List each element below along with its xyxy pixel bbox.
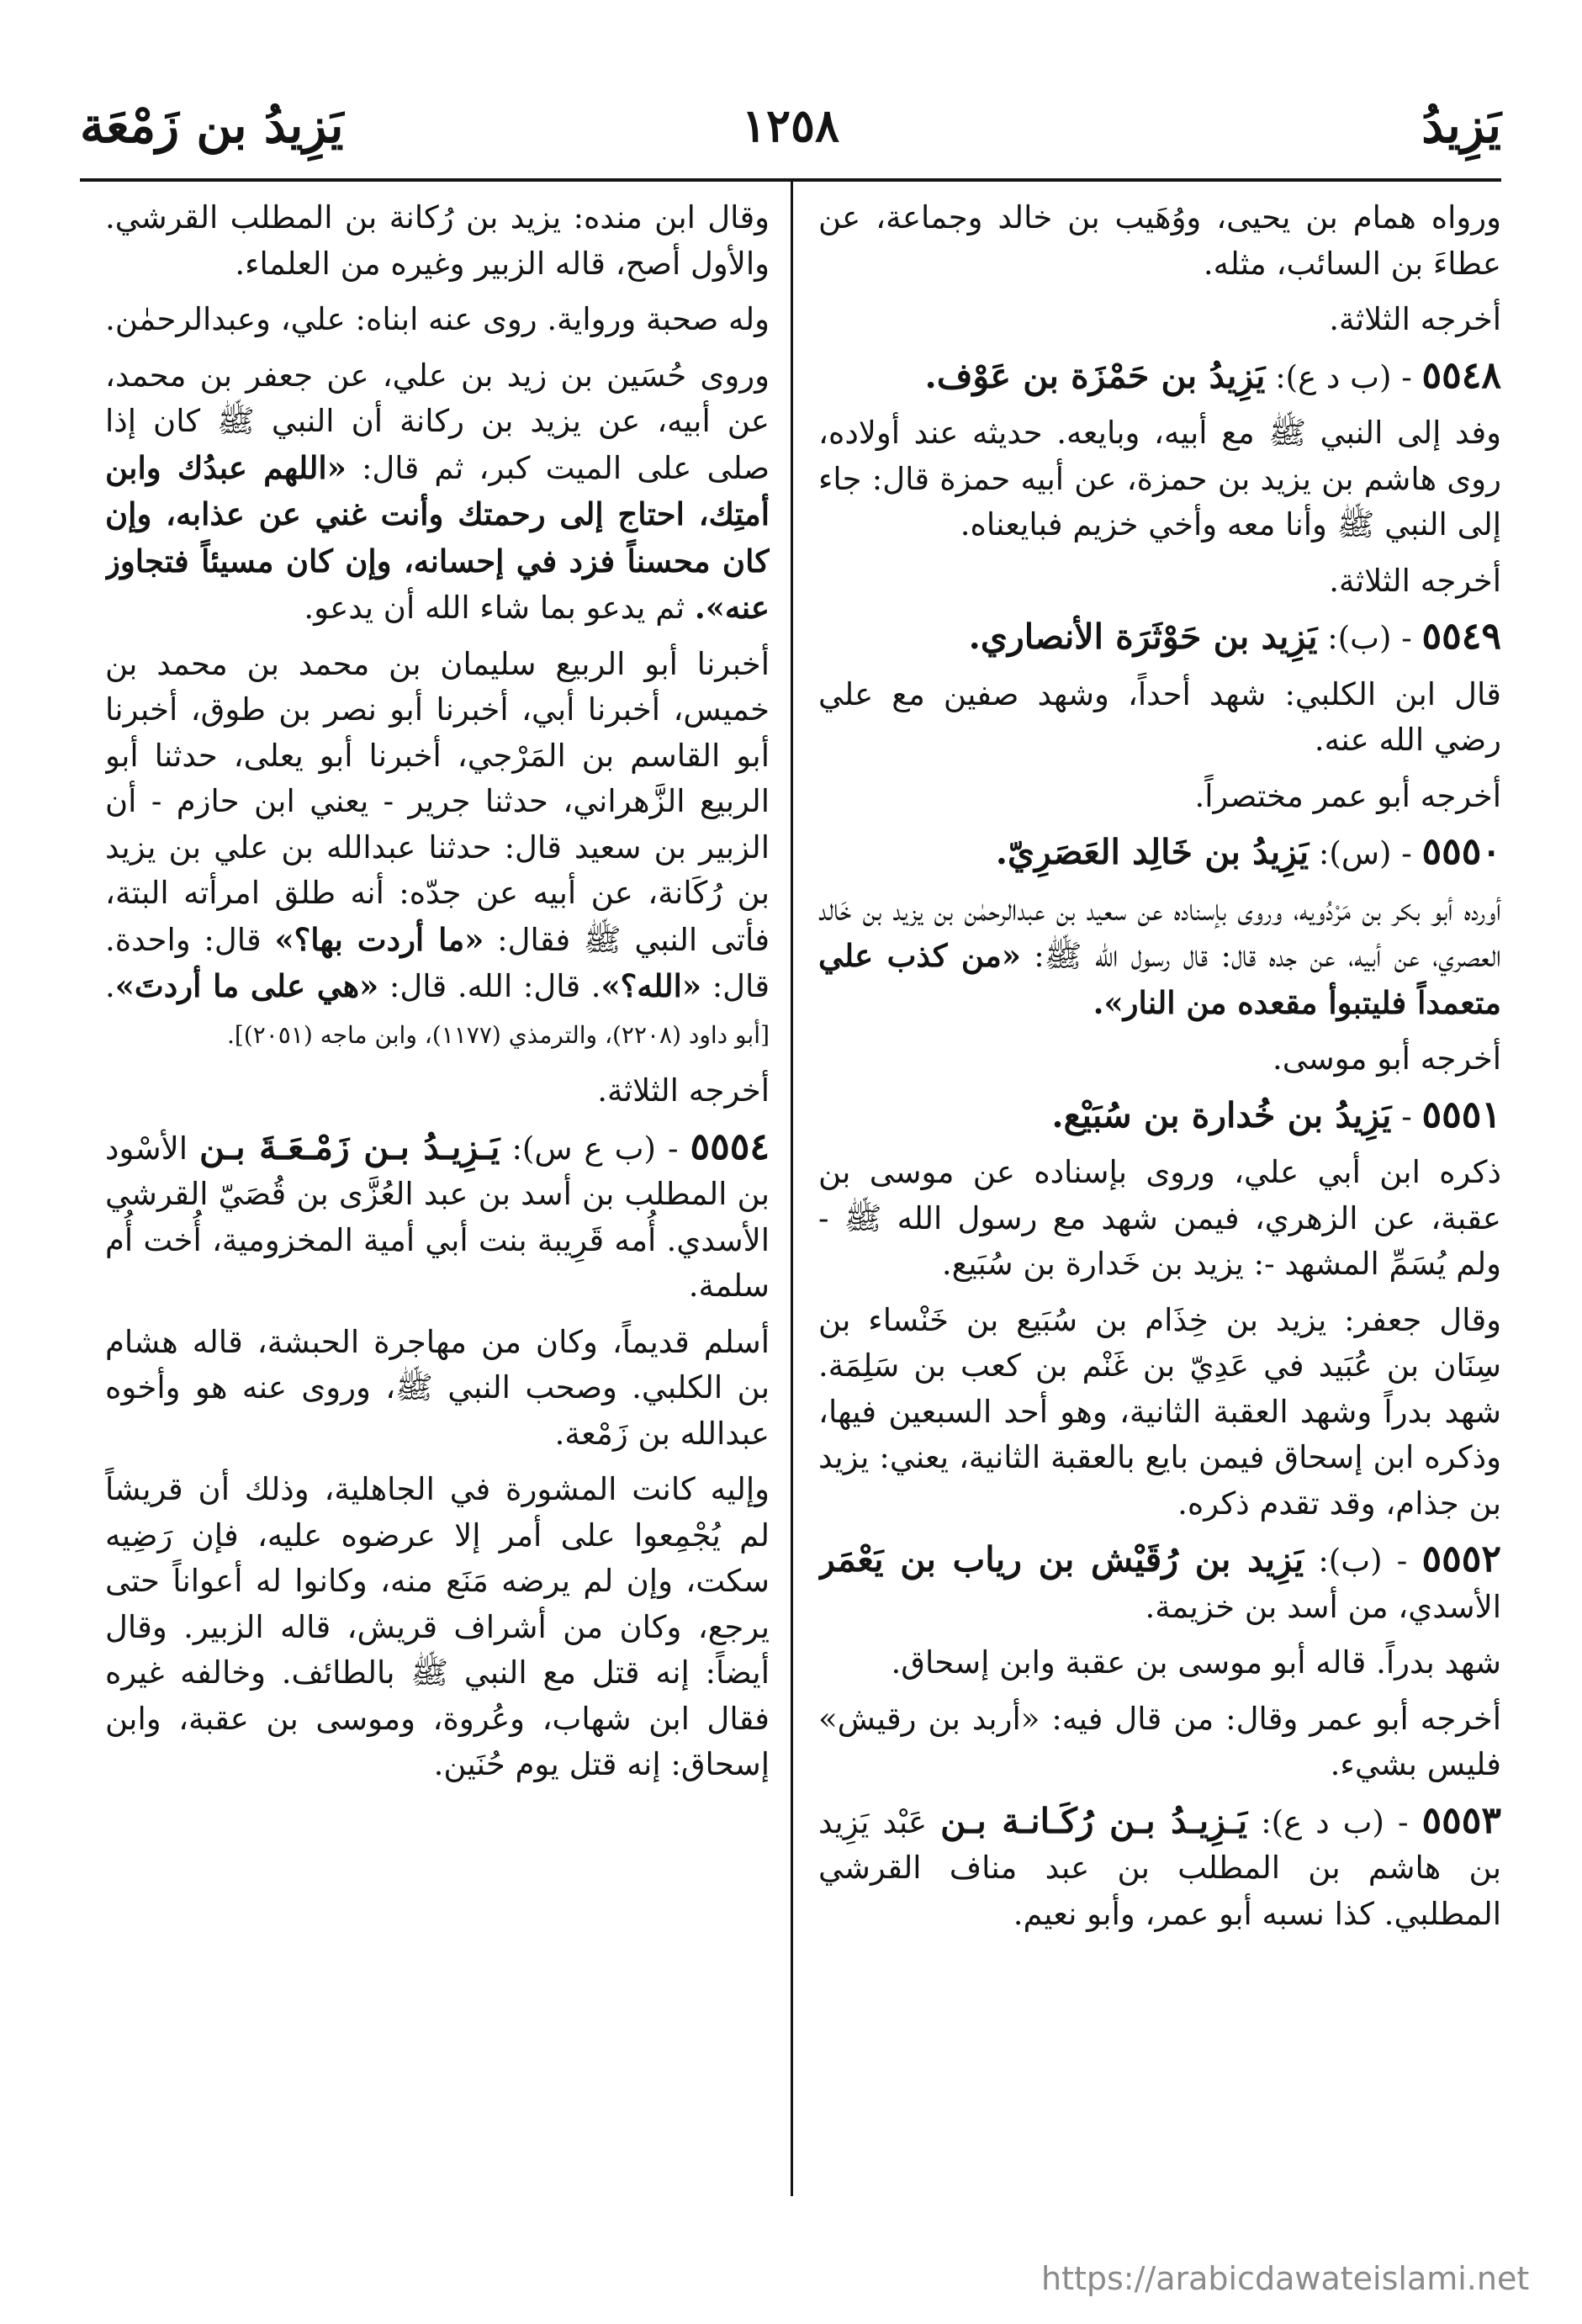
entry-lineage: الأسْود بن المطلب بن أسد بن عبد العُزَّى بن قُصَيّ القرشي الأسدي. أُمه قَرِيبة بنت أبي أمية المخزومية، أُخت أُم سلمة. — [105, 1130, 770, 1304]
entry-number: ٥٥٥١ — [1421, 1093, 1501, 1136]
entry-heading: ٥٥٤٩ - (ب): يَزِيد بن حَوْثَرَة الأنصاري. — [968, 615, 1501, 658]
hadith-quote: «الله؟» — [601, 967, 702, 1004]
watermark: https://arabicdawateislami.net — [1041, 2260, 1530, 2297]
paragraph — [818, 774, 1501, 820]
paragraph-text: أخرجه الثلاثة. — [1329, 301, 1501, 337]
paragraph — [818, 195, 1501, 287]
running-title-left: يَزِيدُ بن زَمْعَة — [80, 97, 344, 154]
paragraph-text: وقال جعفر: يزيد بن خِذَام بن سُبَيع بن خَنْساء بن سِنَان بن عُبَيد في عَدِيّ بن غَنْم بن كعب بن سَلِمَة. شهد بدراً وشهد العقبة الثانية، وهو أحد السبعين فيها، وذكره ابن إسحاق فيمن بايع بالعقبة الثانية، يعني: يزيد بن جذام، وقد تقدم ذكره. — [818, 1301, 1501, 1522]
paragraph — [105, 1467, 770, 1788]
paragraph-text: أخرجه أبو موسى. — [1272, 1040, 1501, 1077]
paragraph — [105, 297, 770, 343]
entry-heading: ٥٥٥٢ - (ب): يَزِيد بن رُقَيْش بن رياب بن يَعْمَر الأسدي، من أسد بن خزيمة. — [818, 1538, 1501, 1625]
paragraph — [818, 297, 1501, 343]
paragraph-text: ثم يدعو بما شاء الله أن يدعو. — [304, 590, 695, 626]
entry-number: ٥٥٥٤ — [690, 1125, 770, 1168]
entry-lineage: الأسدي، من أسد بن خزيمة. — [1145, 1588, 1501, 1625]
paragraph — [818, 887, 1501, 1027]
paragraph-text: وقال ابن منده: يزيد بن رُكانة بن المطلب القرشي. والأول أصح، قاله الزبير وغيره من العلماء. — [105, 199, 770, 282]
paragraph-text: أخرجه الثلاثة. — [1329, 562, 1501, 599]
paragraph — [818, 1697, 1501, 1788]
paragraph-text: . — [105, 968, 115, 1004]
paragraph — [105, 1320, 770, 1458]
entry-name: يَـزِيـدُ بـن زَمْـعَـةَ بـن — [199, 1126, 500, 1167]
paragraph-text: قال ابن الكلبي: شهد أحداً، وشهد صفين مع علي رضي الله عنه. — [818, 675, 1501, 758]
paragraph — [818, 410, 1501, 548]
paragraph — [818, 1150, 1501, 1288]
page-number: ١٢٥٨ — [741, 98, 840, 152]
entry-heading: ٥٥٥١ - يَزِيدُ بن خُدارة بن سُبَيْع. — [1051, 1093, 1501, 1136]
paragraph-text: أورده أبو بكر بن مَرْدُويه، وروى بإسناده عن سعيد بن عبدالرحمٰن بن يزيد بن خَالد العصري، عن أبيه، عن جده قال: قال رسول الله ﷺ: — [818, 891, 1501, 974]
entry-number: ٥٥٤٩ — [1421, 615, 1501, 658]
entry-name: يَـزِيـدُ بـن رُكَـانـة بـن — [940, 1800, 1248, 1841]
entry-source-code: (س): — [1318, 835, 1392, 871]
paragraph-text: أسلم قديماً، وكان من مهاجرة الحبشة، قاله هشام بن الكلبي. وصحب النبي ﷺ، وروى عنه هو وأخوه عبدالله بن زَمْعة. — [105, 1323, 770, 1452]
entry-lineage: عَبْد يَزِيد بن هاشم بن المطلب بن عبد مناف القرشي المطلبي. كذا نسبه أبو عمر، وأبو نعيم. — [818, 1803, 1501, 1932]
paragraph-text: وإليه كانت المشورة في الجاهلية، وذلك أن قريشاً لم يُجْمِعوا على أمر إلا عرضوه عليه، فإن رَضِيه سكت، وإن لم يرضه مَنَع منه، وكانوا له أعواناً حتى يرجع، وكان من أشراف قريش، قاله الزبير. وقال أيضاً: إنه قتل مع النبي ﷺ بالطائف. وخالفه غيره فقال ابن شهاب، وعُروة، وموسى بن عقبة، وابن إسحاق: إنه قتل يوم حُنَين. — [105, 1471, 770, 1782]
paragraph — [105, 1068, 770, 1114]
paragraph-text: أخرجه الثلاثة. — [597, 1072, 770, 1109]
entry-name: يَزِيدُ بن خُدارة بن سُبَيْع. — [1051, 1094, 1392, 1136]
paragraph-text: وروى حُسَين بن زيد بن علي، عن جعفر بن محمد، عن أبيه، عن يزيد بن ركانة أن النبي ﷺ كان إذا صلى على الميت كبر، ثم قال: — [105, 357, 770, 486]
entry-number: ٥٥٥٠ — [1421, 830, 1501, 873]
right-column — [818, 195, 1501, 2197]
citation: [أبو داود (٢٢٠٨)، والترمذي (١١٧٧)، وابن ماجه (٢٠٥١)]. — [226, 1020, 770, 1049]
hadith-quote: «من كذب علي متعمداً فليتبوأ مقعده من النار». — [818, 937, 1501, 1021]
entry-source-code: (ب د ع): — [1275, 358, 1392, 395]
paragraph-text: . قال: الله. قال: — [378, 968, 601, 1004]
paragraph-text: وفد إلى النبي ﷺ مع أبيه، وبايعه. حديثه عند أولاده، روى هاشم بن يزيد بن حمزة، عن أبيه حمزة قال: جاء إلى النبي ﷺ وأنا معه وأخي خزيم فبايعناه. — [818, 415, 1501, 543]
paragraph-text: ورواه همام بن يحيى، ووُهَيب بن خالد وجماعة، عن عطاءَ بن السائب، مثله. — [818, 199, 1501, 282]
left-column — [105, 195, 770, 2197]
entry-name: يَزِيد بن حَوْثَرَة الأنصاري. — [968, 617, 1318, 657]
entry-heading: ٥٥٥٤ - (ب ع س): يَـزِيـدُ بـن زَمْـعَـةَ بـن الأسْود بن المطلب بن أسد بن عبد العُزَّى بن قُصَيّ القرشي الأسدي. أُمه قَرِيبة بنت أبي أمية المخزومية، أُخت أُم سلمة. — [105, 1125, 770, 1304]
entry-number: ٥٥٥٢ — [1421, 1538, 1501, 1580]
entry-heading: ٥٥٥٠ - (س): يَزِيدُ بن خَالِد العَصَرِيّ. — [995, 830, 1501, 873]
entry-source-code: (ب): — [1318, 1543, 1383, 1579]
paragraph — [818, 559, 1501, 605]
paragraph-text: أخبرنا أبو الربيع سليمان بن محمد بن محمد بن خميس، أخبرنا أبي، أخبرنا أبو نصر بن طوق، أخبرنا أبو القاسم بن المَرْجي، أخبرنا أبو يعلى، حدثنا أبو الربيع الزَّهراني، حدثنا جرير - يعني ابن حازم - أن الزبير بن سعيد قال: حدثنا عبدالله بن علي بن يزيد بن رُكَانة، عن أبيه عن جدّه: أنه طلق امرأته البتة، فأتى النبي ﷺ فقال: — [105, 645, 770, 958]
paragraph — [818, 1640, 1501, 1686]
running-title-right: يَزِيدُ — [1421, 97, 1501, 154]
paragraph-text: قال: واحدة. قال: — [105, 921, 770, 1004]
entry-number: ٥٥٤٨ — [1421, 353, 1501, 397]
entry-source-code: (ب): — [1327, 620, 1392, 656]
paragraph — [818, 672, 1501, 764]
paragraph-text: ذكره ابن أبي علي، وروى بإسناده عن موسى بن عقبة، عن الزهري، فيمن شهد مع رسول الله ﷺ - ولم يُسَمِّ المشهد -: يزيد بن خَدارة بن سُبَيع. — [818, 1154, 1501, 1282]
entry-number: ٥٥٥٣ — [1421, 1798, 1501, 1842]
paragraph-text: شهد بدراً. قاله أبو موسى بن عقبة وابن إسحاق. — [891, 1644, 1501, 1681]
paragraph-text: وله صحبة ورواية. روى عنه ابناه: علي، وعبدالرحمٰن. — [105, 301, 770, 337]
column-divider — [791, 182, 793, 2196]
paragraph — [105, 195, 770, 287]
paragraph — [105, 353, 770, 632]
paragraph-text: أخرجه أبو عمر مختصراً. — [1194, 777, 1501, 814]
entry-heading: ٥٥٥٣ - (ب د ع): يَـزِيـدُ بـن رُكَـانـة بـن عَبْد يَزِيد بن هاشم بن المطلب بن عبد مناف القرشي المطلبي. كذا نسبه أبو عمر، وأبو نعيم. — [818, 1798, 1501, 1932]
hadith-quote: «اللهم عبدُك وابن أمتِك، احتاج إلى رحمتك وأنت غني عن عذابه، وإن كان محسناً فزد في إحسانه، وإن كان مسيئاً فتجاوز عنه». — [105, 448, 770, 626]
entry-name: يَزِيدُ بن حَمْزَة بن عَوْف. — [924, 355, 1266, 396]
entry-name: يَزِيدُ بن خَالِد العَصَرِيّ. — [995, 832, 1310, 872]
hadith-quote: «ما أردت بها؟» — [274, 920, 484, 958]
entry-source-code: (ب د ع): — [1261, 1803, 1384, 1840]
entry-name: يَزِيد بن رُقَيْش بن رياب بن يَعْمَر — [818, 1539, 1304, 1580]
paragraph — [818, 1036, 1501, 1083]
page-header — [80, 81, 1501, 173]
entry-heading: ٥٥٤٨ - (ب د ع): يَزِيدُ بن حَمْزَة بن عَوْف. — [924, 353, 1501, 397]
entry-source-code: (ب ع س): — [511, 1130, 656, 1167]
paragraph — [818, 1298, 1501, 1527]
hadith-quote: «هي على ما أردتَ» — [114, 967, 379, 1004]
paragraph — [105, 642, 770, 1059]
paragraph-text: أخرجه أبو عمر وقال: من قال فيه: «أربد بن رقيش» فليس بشيء. — [818, 1700, 1501, 1782]
